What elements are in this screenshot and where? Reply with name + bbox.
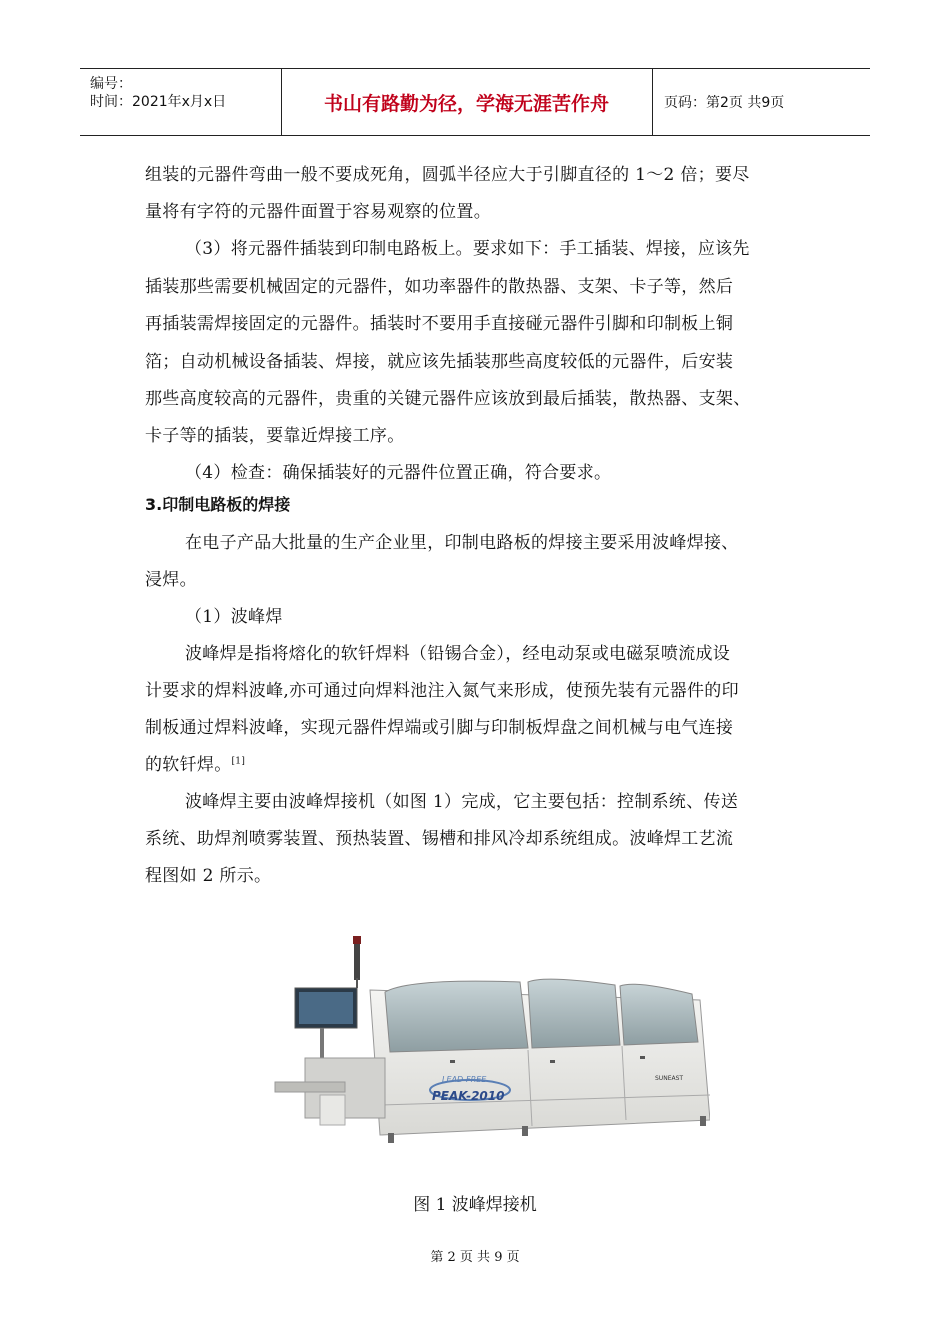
serial-label: 编号： (90, 76, 132, 92)
page-header (80, 68, 870, 136)
machine-badge: LEAD-FREE (442, 1075, 487, 1084)
header-meta (80, 69, 282, 135)
machine-model: PEAK-2010 (432, 1089, 505, 1103)
body-line: （3）将元器件插装到印制电路板上。要求如下：手工插装、焊接，应该先 (185, 239, 750, 259)
body-line: 程图如 2 所示。 (145, 866, 272, 886)
figure-caption: 图 1 波峰焊接机 (413, 1195, 537, 1215)
body-line: 系统、助焊剂喷雾装置、预热装置、锡槽和排风冷却系统组成。波峰焊工艺流 (145, 829, 734, 849)
section-heading: 3.印制电路板的焊接 (145, 495, 291, 514)
body-line (145, 750, 245, 775)
body-line: 浸焊。 (145, 570, 197, 590)
body-line: 插装那些需要机械固定的元器件，如功率器件的散热器、支架、卡子等，然后 (145, 277, 734, 297)
body-line: 制板通过焊料波峰，实现元器件焊端或引脚与印制板焊盘之间机械与电气连接 (145, 718, 734, 738)
body-line-text: 的软钎焊。 (145, 755, 232, 775)
body-line: （1）波峰焊 (185, 607, 283, 627)
body-line: （4）检查：确保插装好的元器件位置正确，符合要求。 (185, 463, 612, 483)
time-label: 时间：2021年x月x日 (90, 94, 227, 110)
body-line: 量将有字符的元器件面置于容易观察的位置。 (145, 202, 491, 222)
body-line: 箔；自动机械设备插装、焊接，就应该先插装那些高度较低的元器件，后安装 (145, 352, 734, 372)
body-line: 卡子等的插装，要靠近焊接工序。 (145, 426, 405, 446)
body-line: 波峰焊是指将熔化的软钎焊料（铅锡合金），经电动泵或电磁泵喷流成设 (185, 644, 731, 664)
page-footer: 第 2 页 共 9 页 (430, 1250, 520, 1265)
body-line: 那些高度较高的元器件，贵重的关键元器件应该放到最后插装，散热器、支架、 (145, 389, 751, 409)
header-page-info: 页码：第2页 共9页 (664, 95, 785, 111)
machine-brand: SUNEAST (655, 1075, 684, 1082)
body-line: 在电子产品大批量的生产企业里，印制电路板的焊接主要采用波峰焊接、 (185, 533, 739, 553)
body-line: 计要求的焊料波峰,亦可通过向焊料池注入氮气来形成，使预先装有元器件的印 (145, 681, 739, 701)
header-motto: 书山有路勤为径，学海无涯苦作舟 (281, 69, 653, 135)
body-line: 波峰焊主要由波峰焊接机（如图 1）完成，它主要包括：控制系统、传送 (185, 792, 739, 812)
body-line: 再插装需焊接固定的元器件。插装时不要用手直接碰元器件引脚和印制板上铜 (145, 314, 734, 334)
reference-mark: [1] (231, 756, 246, 767)
body-line: 组装的元器件弯曲一般不要成死角，圆弧半径应大于引脚直径的 1～2 倍；要尽 (145, 165, 750, 185)
wave-soldering-machine-image (270, 930, 710, 1170)
